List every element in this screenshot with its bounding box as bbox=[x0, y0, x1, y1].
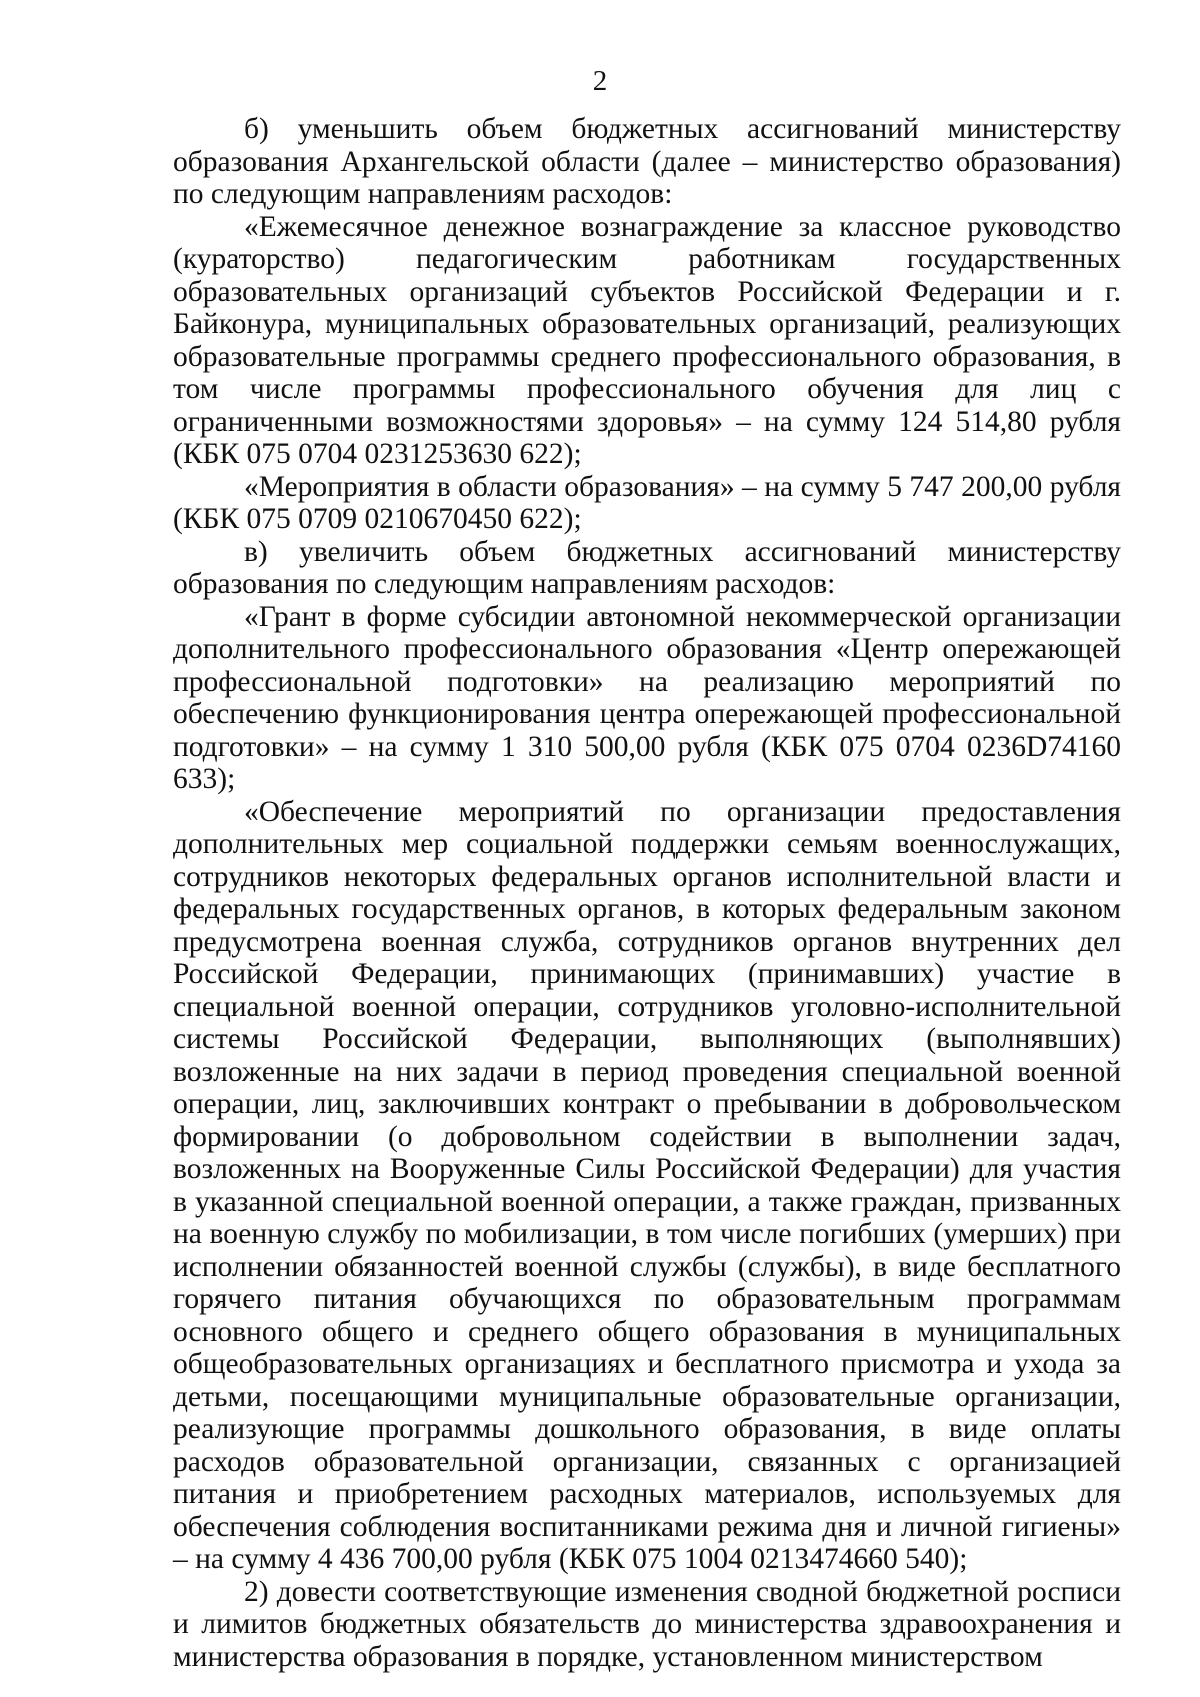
paragraph-class-guidance-reward: «Ежемесячное денежное вознаграждение за классное руководство (кураторство) педагогическим работникам государственных образовательных организаций субъектов Российской Федерации и г. Байконура, муниципальных образовательных организаций, реализующих образовательные программы среднего профессионального образования, в том числе программы профессионального обучения для лиц с ограниченными возможностями здоровья» – на сумму 124 514,80 рубля (КБК 075 0704 0231253630 622); bbox=[173, 210, 1121, 470]
paragraph-increase-allocations: в) увеличить объем бюджетных ассигнований министерству образования по следующим направлениям расходов: bbox=[173, 535, 1121, 600]
paragraph-social-support: «Обеспечение мероприятий по организации предоставления дополнительных мер социальной поддержки семьям военнослужащих, сотрудников некоторых федеральных органов исполнительной власти и федеральных государственных органов, в которых федеральным законом предусмотрена военная служба, сотрудников органов внутренних дел Российской Федерации, принимающих (принимавших) участие в специальной военной операции, сотрудников уголовно-исполнительной системы Российской Федерации, выполняющих (выполнявших) возложенные на них задачи в период проведения специальной военной операции, лиц, заключивших контракт о пребывании в добровольческом формировании (о добровольном содействии в выполнении задач, возложенных на Вооруженные Силы Российской Федерации) для участия в указанной специальной военной операции, а также граждан, призванных на военную службу по мобилизации, в том числе погибших (умерших) при исполнении обязанностей военной службы (службы), в виде бесплатного горячего питания обучающихся по образовательным программам основного общего и среднего общего образования в муниципальных общеобразовательных организациях и бесплатного присмотра и ухода за детьми, посещающими муниципальные образовательные организации, реализующие программы дошкольного образования, в виде оплаты расходов образовательной организации, связанных с организацией питания и приобретением расходных материалов, используемых для обеспечения соблюдения воспитанниками режима дня и личной гигиены» – на сумму 4 436 700,00 рубля (КБК 075 1004 0213474660 540); bbox=[173, 795, 1121, 1575]
paragraph-bring-changes: 2) довести соответствующие изменения сводной бюджетной росписи и лимитов бюджетных обязательств до министерства здравоохранения и министерства образования в порядке, установленном министерством bbox=[173, 1575, 1121, 1673]
paragraph-education-events: «Мероприятия в области образования» – на сумму 5 747 200,00 рубля (КБК 075 0709 0210670450 622); bbox=[173, 470, 1121, 535]
document-body bbox=[173, 113, 1121, 1673]
page-number: 2 bbox=[592, 65, 608, 97]
paragraph-grant-subsidy: «Грант в форме субсидии автономной некоммерческой организации дополнительного профессионального образования «Центр опережающей профессиональной подготовки» на реализацию мероприятий по обеспечению функционирования центра опережающей профессиональной подготовки» – на сумму 1 310 500,00 рубля (КБК 075 0704 0236D74160 633); bbox=[173, 600, 1121, 795]
paragraph-reduce-allocations: б) уменьшить объем бюджетных ассигнований министерству образования Архангельской области (далее – министерство образования) по следующим направлениям расходов: bbox=[173, 113, 1121, 210]
